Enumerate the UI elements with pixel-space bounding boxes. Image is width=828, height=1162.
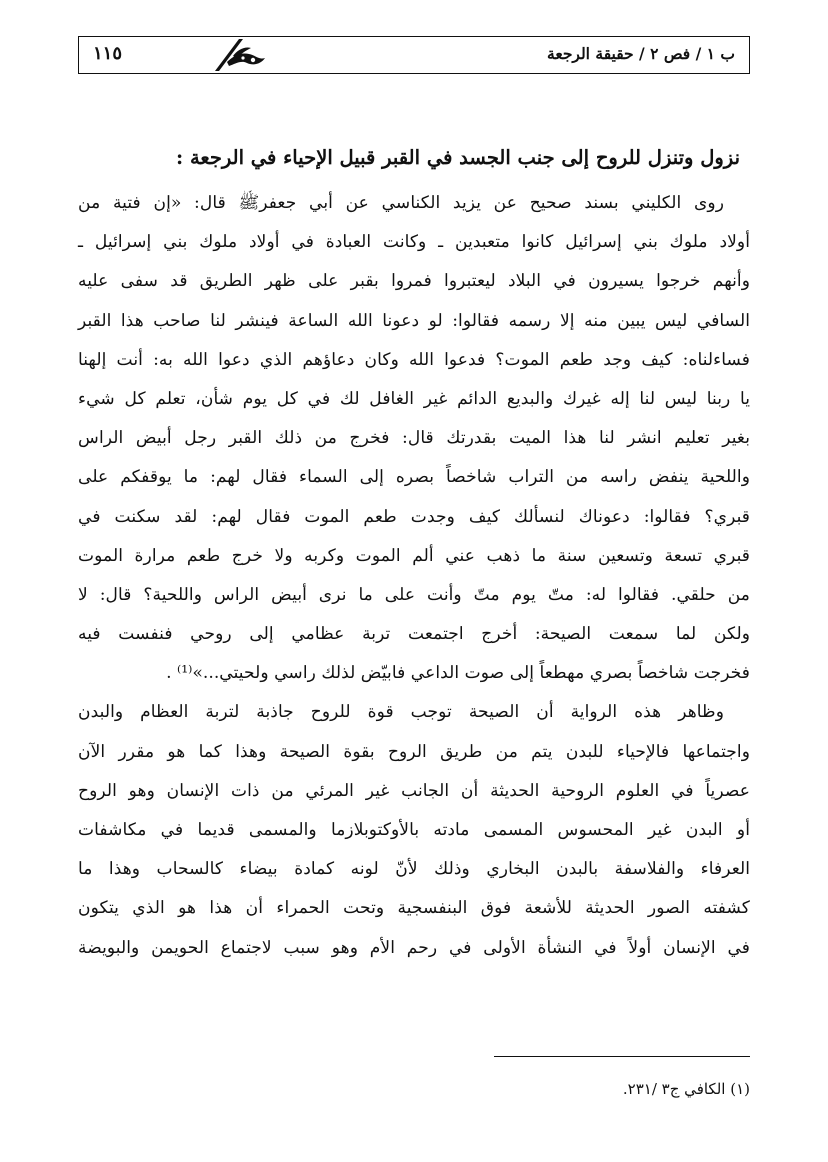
text-line: العرفاء والفلاسفة بالبدن البخاري وذلك لأنّ لونه كمادة بيضاء كالسحاب وهذا ما (78, 859, 750, 880)
text-line: قبري؟ فقالوا: دعوناك لنسألك كيف وجدت طعم الموت فقال لهم: لقد سكنت في (78, 506, 750, 527)
footnote-divider (494, 1056, 750, 1057)
text-line: واجتماعها فالإحياء للبدن يتم من طريق الروح بقوة الصيحة وهذا كما هو مقرر الآن (78, 741, 750, 762)
text-line: أو البدن غير المحسوس المسمى مادته بالأوكتوبلازما والمسمى قديما في مكاشفات (78, 820, 750, 840)
text-line: قبري تسعة وتسعين سنة ما ذهب عني ألم الموت وكربه ولا خرج طعم مرارة الموت (78, 545, 750, 566)
ornament-icon (213, 38, 267, 72)
text-line: روى الكليني بسند صحيح عن يزيد الكناسي عن أبي جعفرﷺ قال: «إن فتية من (78, 193, 724, 213)
text-line: فساءلناه: كيف وجد طعم الموت؟ فدعوا الله وكان دعاؤهم الذي دعوا الله به: أنت إلهنا (78, 349, 750, 370)
text-line: واللحية ينفض راسه من التراب شاخصاً بصره إلى السماء فقال لهم: ما يوقفكم على (78, 467, 750, 488)
section-heading: نزول وتنزل للروح إلى جنب الجسد في القبر قبيل الإحياء في الرجعة : (175, 146, 740, 169)
text-line: بغير تعليم انشر لنا هذا الميت بقدرتك قال: فخرج من ذلك القبر رجل أبيض الراس (78, 428, 750, 449)
text-line: أولاد ملوك بني إسرائيل كانوا متعبدين ـ وكانت العبادة في أولاد ملوك بني إسرائيل ـ (78, 232, 750, 253)
body-text (78, 184, 750, 968)
text-line: من حلقي. فقالوا له: متّ يوم متّ وأنت على ما نرى أبيض الراس واللحية؟ قال: لا (78, 584, 750, 605)
running-header (78, 36, 750, 74)
text-line: عصرياً في العلوم الروحية الحديثة أن الجانب غير المرئي من ذات الإنسان وهو الروح (78, 780, 750, 801)
footnote: (١) الكافي ج٣ /٢٣١. (622, 1080, 750, 1098)
text-line: في الإنسان أولاً في النشأة الأولى في رحم الأم وهو سبب لاجتماع الحويمن والبويضة (78, 937, 750, 958)
text-line: يا ربنا ليس لنا إله غيرك والبديع الدائم غير الغافل لك في كل يوم شأن، تعلم كل شيء (78, 388, 750, 409)
text-line: وأنهم خرجوا يسيرون في البلاد ليعتبروا فمروا بقبر على ظهر الطريق قد سفى عليه (78, 271, 750, 292)
text-line: ولكن لما سمعت الصيحة: أخرج اجتمعت تربة عظامي إلى روحي فنفست فيه (78, 624, 750, 645)
text-line: السافي ليس يبين منه إلا رسمه فقالوا: لو دعونا الله الساعة فينشر لنا صاحب هذا القبر (78, 310, 750, 331)
page-number: ١١٥ (93, 43, 123, 64)
text-line: فخرجت شاخصاً بصري مهطعاً إلى صوت الداعي فابيّض لذلك راسي ولحيتي...»⁽¹⁾ . (166, 663, 750, 684)
text-line: كشفته الصور الحديثة للأشعة فوق البنفسجية وتحت الحمراء أن هذا هو الذي يتكون (78, 898, 750, 919)
running-header-title: ب ١ / فص ٢ / حقيقة الرجعة (547, 44, 735, 63)
text-line: وظاهر هذه الرواية أن الصيحة توجب قوة للروح جاذبة لتربة العظام والبدن (78, 702, 724, 723)
